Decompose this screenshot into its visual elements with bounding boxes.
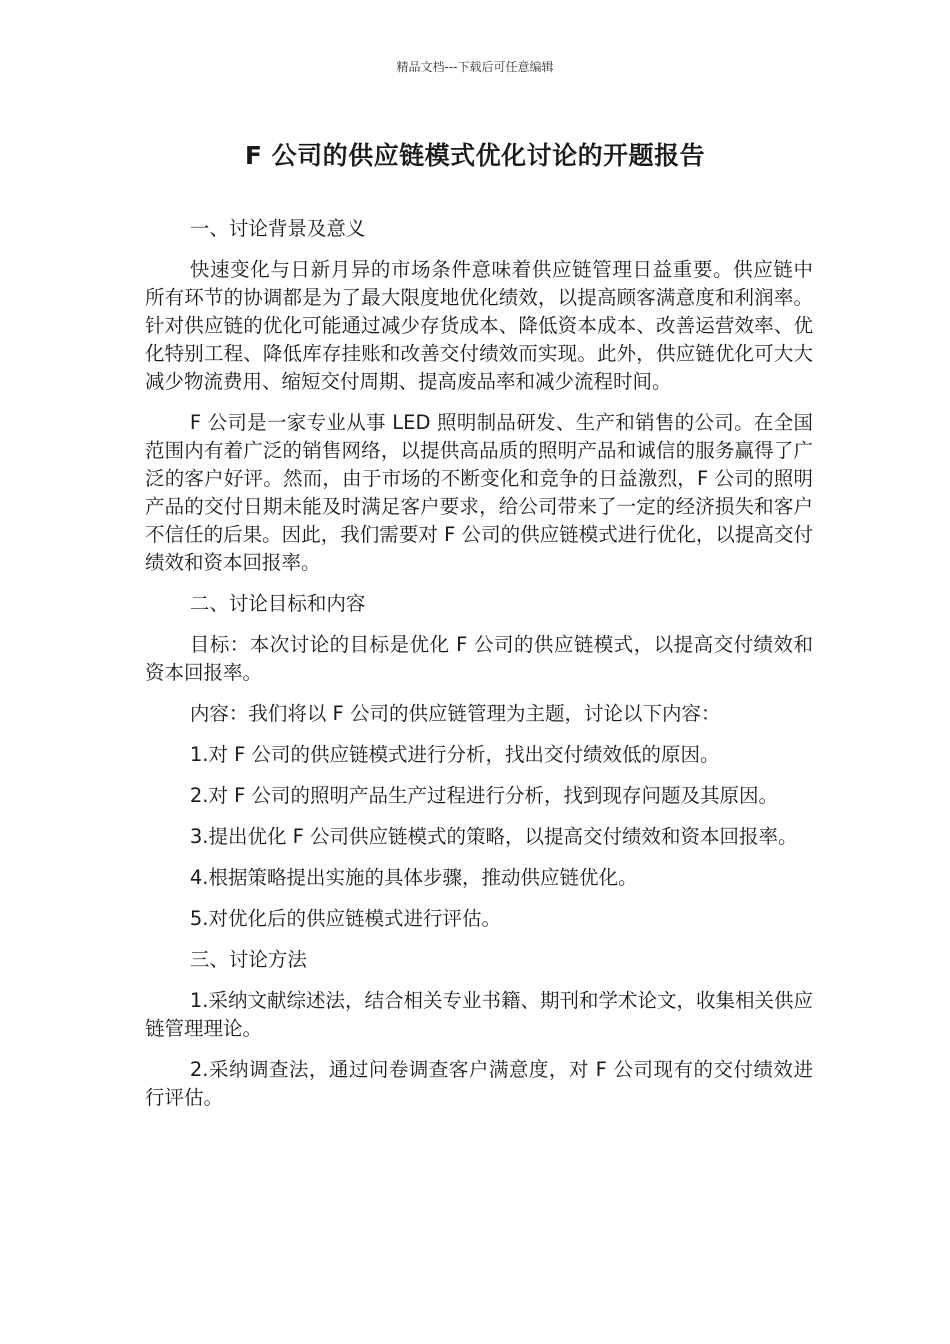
paragraph-background-2: F 公司是一家专业从事 LED 照明制品研发、生产和销售的公司。在全国范围内有着广泛的销售网络，以提供高品质的照明产品和诚信的服务赢得了广泛的客户好评。然而，由于市场的不断变化和竞争的日益激烈，F 公司的照明产品的交付日期未能及时满足客户要求，给公司带来了一定的经济损失和客户不信任的后果。因此，我们需要对 F 公司的供应链模式进行优化，以提高交付绩效和资本回报率。 <box>145 411 813 574</box>
header-note: 精品文档---下载后可任意编辑 <box>396 60 554 74</box>
document-body <box>145 215 813 1125</box>
content-item-4: 4.根据策略提出实施的具体步骤，推动供应链优化。 <box>189 866 638 889</box>
content-item-3: 3.提出优化 F 公司供应链模式的策略，以提高交付绩效和资本回报率。 <box>189 825 798 848</box>
section-heading-goals: 二、讨论目标和内容 <box>189 592 366 615</box>
document-title: F 公司的供应链模式优化讨论的开题报告 <box>244 141 706 170</box>
paragraph-content-intro: 内容：我们将以 F 公司的供应链管理为主题，讨论以下内容： <box>189 702 721 725</box>
content-item-5: 5.对优化后的供应链模式进行评估。 <box>189 907 501 930</box>
method-item-2: 2.采纳调查法，通过问卷调查客户满意度，对 F 公司现有的交付绩效进行评估。 <box>145 1058 813 1109</box>
paragraph-goal: 目标：本次讨论的目标是优化 F 公司的供应链模式，以提高交付绩效和资本回报率。 <box>145 633 813 684</box>
section-heading-methods: 三、讨论方法 <box>189 948 307 971</box>
section-heading-background: 一、讨论背景及意义 <box>189 217 366 240</box>
content-item-2: 2.对 F 公司的照明产品生产过程进行分析，找到现存问题及其原因。 <box>189 784 779 807</box>
paragraph-background-1: 快速变化与日新月异的市场条件意味着供应链管理日益重要。供应链中所有环节的协调都是为了最大限度地优化绩效，以提高顾客满意度和利润率。针对供应链的优化可能通过减少存货成本、降低资本成本、改善运营效率、优化特别工程、降低库存挂账和改善交付绩效而实现。此外，供应链优化可大大减少物流费用、缩短交付周期、提高废品率和减少流程时间。 <box>145 258 813 393</box>
method-item-1: 1.采纳文献综述法，结合相关专业书籍、期刊和学术论文，收集相关供应链管理理论。 <box>145 989 813 1040</box>
content-item-1: 1.对 F 公司的供应链模式进行分析，找出交付绩效低的原因。 <box>189 743 720 766</box>
